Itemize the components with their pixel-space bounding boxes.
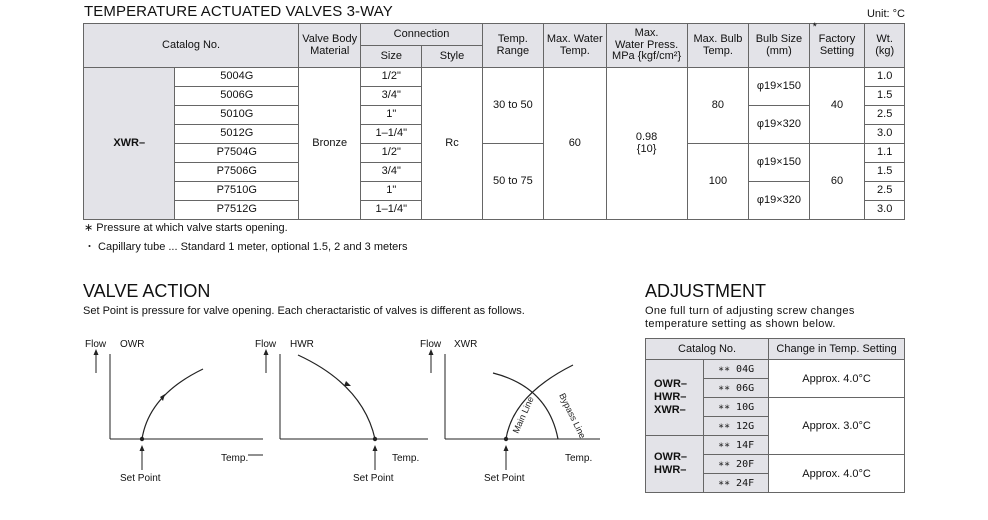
max-water-press-cell <box>606 68 687 220</box>
bypass-line-label: Bypass Line <box>557 391 588 440</box>
bulb-size-cell: φ19×150 <box>749 144 809 182</box>
header-catalog: Catalog No. <box>84 24 299 68</box>
factory-setting-cell: 60 <box>809 144 865 220</box>
setpoint-dot <box>504 437 508 441</box>
factory-setting-cell: 40 <box>809 68 865 144</box>
catalog-code: 5006G <box>175 87 299 106</box>
owr-curve <box>142 369 203 439</box>
setpoint-label: Set Point <box>353 473 394 484</box>
size-cell: 1" <box>361 106 422 125</box>
header-connection: Connection <box>361 24 482 46</box>
wt-cell: 2.5 <box>865 182 905 201</box>
graph-xwr-plot <box>418 335 618 490</box>
graph-name: XWR <box>454 339 478 350</box>
adj-header-catalog: Catalog No. <box>646 339 769 360</box>
header-max-bulb-temp: Max. Bulb Temp. <box>687 24 749 68</box>
catalog-code: P7510G <box>175 182 299 201</box>
unit-label: Unit: °C <box>866 8 905 20</box>
adjustment-subtitle-l2: temperature setting as shown below. <box>645 318 836 330</box>
adj-code: ∗∗ 20F <box>704 455 769 474</box>
setpoint-arrow-head <box>373 445 378 451</box>
temp-label: Temp. <box>565 453 593 464</box>
header-max-press-l3: MPa {kgf/cm²} <box>612 50 682 63</box>
header-factory-setting <box>809 21 865 68</box>
bulb-temp-cell: 100 <box>687 144 749 220</box>
header-max-press-l2: Water Press. <box>615 38 679 51</box>
temp-label: Temp. <box>221 453 249 464</box>
temp-range-cell: 50 to 75 <box>482 144 543 220</box>
flow-label: Flow <box>255 339 277 350</box>
valve-action-subtitle: Set Point is pressure for valve opening. Each cheractaristic of valves is different as follows. <box>83 305 525 317</box>
header-max-water-temp: Max. Water Temp. <box>543 24 606 68</box>
adjustment-title: ADJUSTMENT <box>645 281 766 301</box>
adj-group-2-l1: OWR– <box>654 451 687 463</box>
graph-xwr <box>418 335 618 490</box>
wt-cell: 3.0 <box>865 125 905 144</box>
max-press-kgf: {10} <box>636 142 657 155</box>
adj-code: ∗∗ 12G <box>704 417 769 436</box>
header-body-material: Valve Body Material <box>299 24 361 68</box>
catalog-code: 5004G <box>175 68 299 87</box>
body-material: Bronze <box>299 68 361 220</box>
adj-change-b: Approx. 3.0°C <box>769 398 905 455</box>
header-max-water-press <box>606 24 687 68</box>
size-cell: 1/2" <box>361 68 422 87</box>
main-line-label: Main Line <box>510 395 536 435</box>
wt-cell: 2.5 <box>865 106 905 125</box>
adj-group-1 <box>646 360 704 436</box>
adj-group-1-l3: XWR– <box>654 404 686 416</box>
setpoint-dot <box>140 437 144 441</box>
setpoint-dot <box>373 437 377 441</box>
header-size: Size <box>361 46 422 68</box>
size-cell: 1–1/4" <box>361 125 422 144</box>
setpoint-label: Set Point <box>120 473 161 484</box>
adj-code: ∗∗ 06G <box>704 379 769 398</box>
catalog-code: P7506G <box>175 163 299 182</box>
adj-code: ∗∗ 24F <box>704 474 769 493</box>
header-style: Style <box>422 46 482 68</box>
graph-name: HWR <box>290 339 314 350</box>
size-cell: 3/4" <box>361 163 422 182</box>
adj-change-a: Approx. 4.0°C <box>769 360 905 398</box>
spec-table <box>83 23 905 220</box>
adjustment-subtitle <box>645 305 855 331</box>
flow-label: Flow <box>85 339 107 350</box>
adj-header-change: Change in Temp. Setting <box>769 339 905 360</box>
setpoint-label: Set Point <box>484 473 525 484</box>
setpoint-arrow-head <box>504 445 509 451</box>
adj-group-2-l2: HWR– <box>654 464 687 476</box>
adj-group-1-l1: OWR– <box>654 378 687 390</box>
bulb-size-cell: φ19×320 <box>749 182 809 220</box>
wt-cell: 1.1 <box>865 144 905 163</box>
adj-code: ∗∗ 10G <box>704 398 769 417</box>
adj-change-c: Approx. 4.0°C <box>769 455 905 493</box>
size-cell: 3/4" <box>361 87 422 106</box>
style-cell: Rc <box>422 68 482 220</box>
flow-label: Flow <box>420 339 442 350</box>
adj-code: ∗∗ 14F <box>704 436 769 455</box>
note-capillary: ・ Capillary tube ... Standard 1 meter, optional 1.5, 2 and 3 meters <box>84 241 408 253</box>
adj-group-2 <box>646 436 704 493</box>
valve-action-title: VALVE ACTION <box>83 281 211 301</box>
wt-cell: 1.0 <box>865 68 905 87</box>
page-title: TEMPERATURE ACTUATED VALVES 3-WAY <box>84 3 393 20</box>
bulb-size-cell: φ19×320 <box>749 106 809 144</box>
adj-group-1-l2: HWR– <box>654 391 687 403</box>
header-bulb-size: Bulb Size (mm) <box>749 24 809 68</box>
factory-star: * <box>812 21 817 33</box>
max-press-value: 0.98 <box>635 130 658 143</box>
catalog-code: P7512G <box>175 201 299 220</box>
wt-cell: 1.5 <box>865 87 905 106</box>
hwr-curve <box>298 355 375 439</box>
catalog-code: 5012G <box>175 125 299 144</box>
adjustment-subtitle-l1: One full turn of adjusting screw changes <box>645 305 855 317</box>
size-cell: 1/2" <box>361 144 422 163</box>
adj-code: ∗∗ 04G <box>704 360 769 379</box>
header-factory-label: Factory Setting <box>818 32 856 57</box>
adjustment-table <box>645 338 905 493</box>
wt-cell: 1.5 <box>865 163 905 182</box>
size-cell: 1–1/4" <box>361 201 422 220</box>
max-water-temp-cell: 60 <box>543 68 606 220</box>
setpoint-arrow-head <box>140 445 145 451</box>
bulb-temp-cell: 80 <box>687 68 749 144</box>
catalog-code: 5010G <box>175 106 299 125</box>
temp-range-cell: 30 to 50 <box>482 68 543 144</box>
header-wt: Wt. (kg) <box>865 24 905 68</box>
header-max-press-l1: Max. <box>634 27 659 40</box>
wt-cell: 3.0 <box>865 201 905 220</box>
header-temp-range: Temp. Range <box>482 24 543 68</box>
hwr-curve-arrow <box>344 381 351 386</box>
graph-name: OWR <box>120 339 145 350</box>
bulb-size-cell: φ19×150 <box>749 68 809 106</box>
temp-label: Temp. <box>392 453 420 464</box>
series-cell: XWR– <box>84 68 175 220</box>
catalog-code: P7504G <box>175 144 299 163</box>
size-cell: 1" <box>361 182 422 201</box>
note-pressure: ∗ Pressure at which valve starts opening. <box>84 222 288 234</box>
